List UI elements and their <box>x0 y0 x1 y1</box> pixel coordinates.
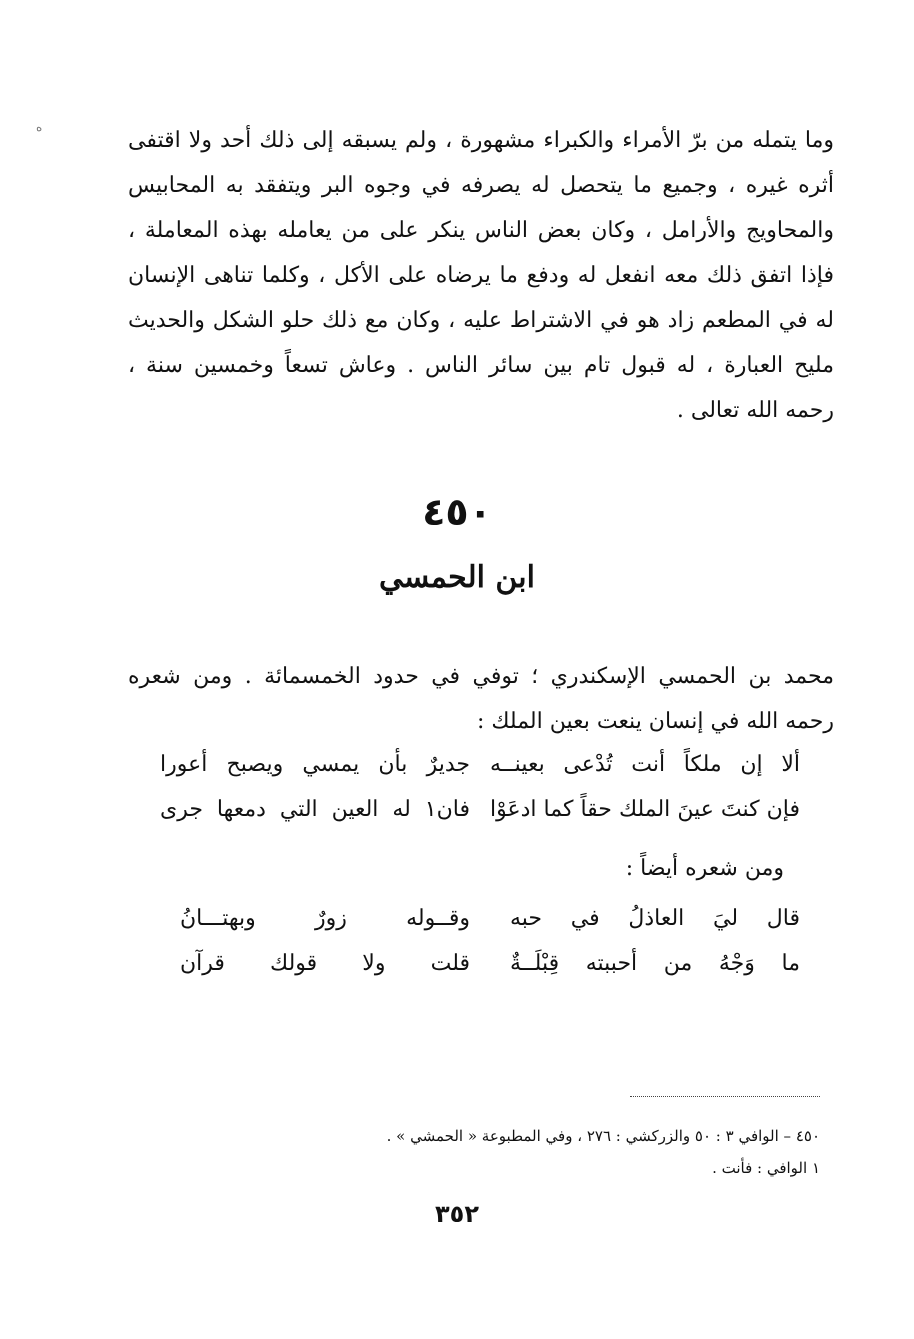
footnote: ٤٥٠ – الوافي ٣ : ٥٠ والزركشي : ٢٧٦ ، وفي المطبوعة « الحمشي » . <box>386 1127 820 1145</box>
text-line: وما يتمله من برّ الأمراء والكبراء مشهورة ، ولم يسبقه إلى ذلك أحد ولا اقتفى <box>128 128 834 153</box>
first-hemistich: فإن كنتَ عينَ الملك حقاً كما ادعَوْا <box>490 797 800 822</box>
poem-verse <box>180 941 800 986</box>
first-hemistich: قال ليَ العاذلُ في حبه <box>510 906 800 931</box>
poem-verse <box>160 742 800 787</box>
entry-number-heading: ٤٥٠ <box>422 490 492 534</box>
text-line: رحمه الله في إنسان ينعت بعين الملك : <box>476 709 834 734</box>
text-line: مليح العبارة ، له قبول تام بين سائر الناس . وعاش تسعاً وخمسين سنة ، <box>128 353 834 378</box>
poem-block <box>180 896 800 986</box>
second-hemistich: جديرٌ بأن يمسي ويصبح أعورا <box>160 752 470 777</box>
previous-biography-paragraph <box>128 118 834 433</box>
text-line: والمحاويج والأرامل ، وكان بعض الناس ينكر على من يعامله بهذه المعاملة ، <box>128 218 834 243</box>
text-line: أثره غيره ، وجميع ما يتحصل له يصرفه في وجوه البر ويتفقد به المحابيس <box>128 173 834 198</box>
second-hemistich: فان١ له العين التي دمعها جرى <box>160 797 470 822</box>
footnotes <box>387 1120 820 1184</box>
page-number: ٣٥٢ <box>435 1200 479 1228</box>
first-hemistich: ألا إن ملكاً أنت تُدْعى بعينــه <box>490 752 800 777</box>
footnote: ١ الوافي : فأنت . <box>712 1159 820 1177</box>
poem-verse <box>160 787 800 832</box>
first-hemistich: ما وَجْهُ من أحببته قِبْلَــةٌ <box>510 951 800 976</box>
entry-name-heading: ابن الحمسي <box>379 560 535 595</box>
poem-block <box>160 742 800 832</box>
poem-verse <box>180 896 800 941</box>
second-hemistich: وقــوله زورٌ وبهتـــانُ <box>180 906 470 931</box>
second-hemistich: قلت ولا قولك قرآن <box>180 951 470 976</box>
text-line: محمد بن الحمسي الإسكندري ؛ توفي في حدود الخمسمائة . ومن شعره <box>128 664 834 689</box>
footnote-separator <box>630 1096 820 1097</box>
text-line: فإذا اتفق ذلك معه انفعل له ودفع ما يرضاه على الأكل ، وكلما تناهى الإنسان <box>128 263 834 288</box>
margin-mark: ﻩ <box>36 120 43 134</box>
entry-biography-paragraph <box>128 654 834 744</box>
text-line: له في المطعم زاد هو في الاشتراط عليه ، وكان مع ذلك حلو الشكل والحديث <box>128 308 834 333</box>
poem-intro-line: ومن شعره أيضاً : <box>625 856 784 881</box>
text-line: رحمه الله تعالى . <box>676 398 834 423</box>
